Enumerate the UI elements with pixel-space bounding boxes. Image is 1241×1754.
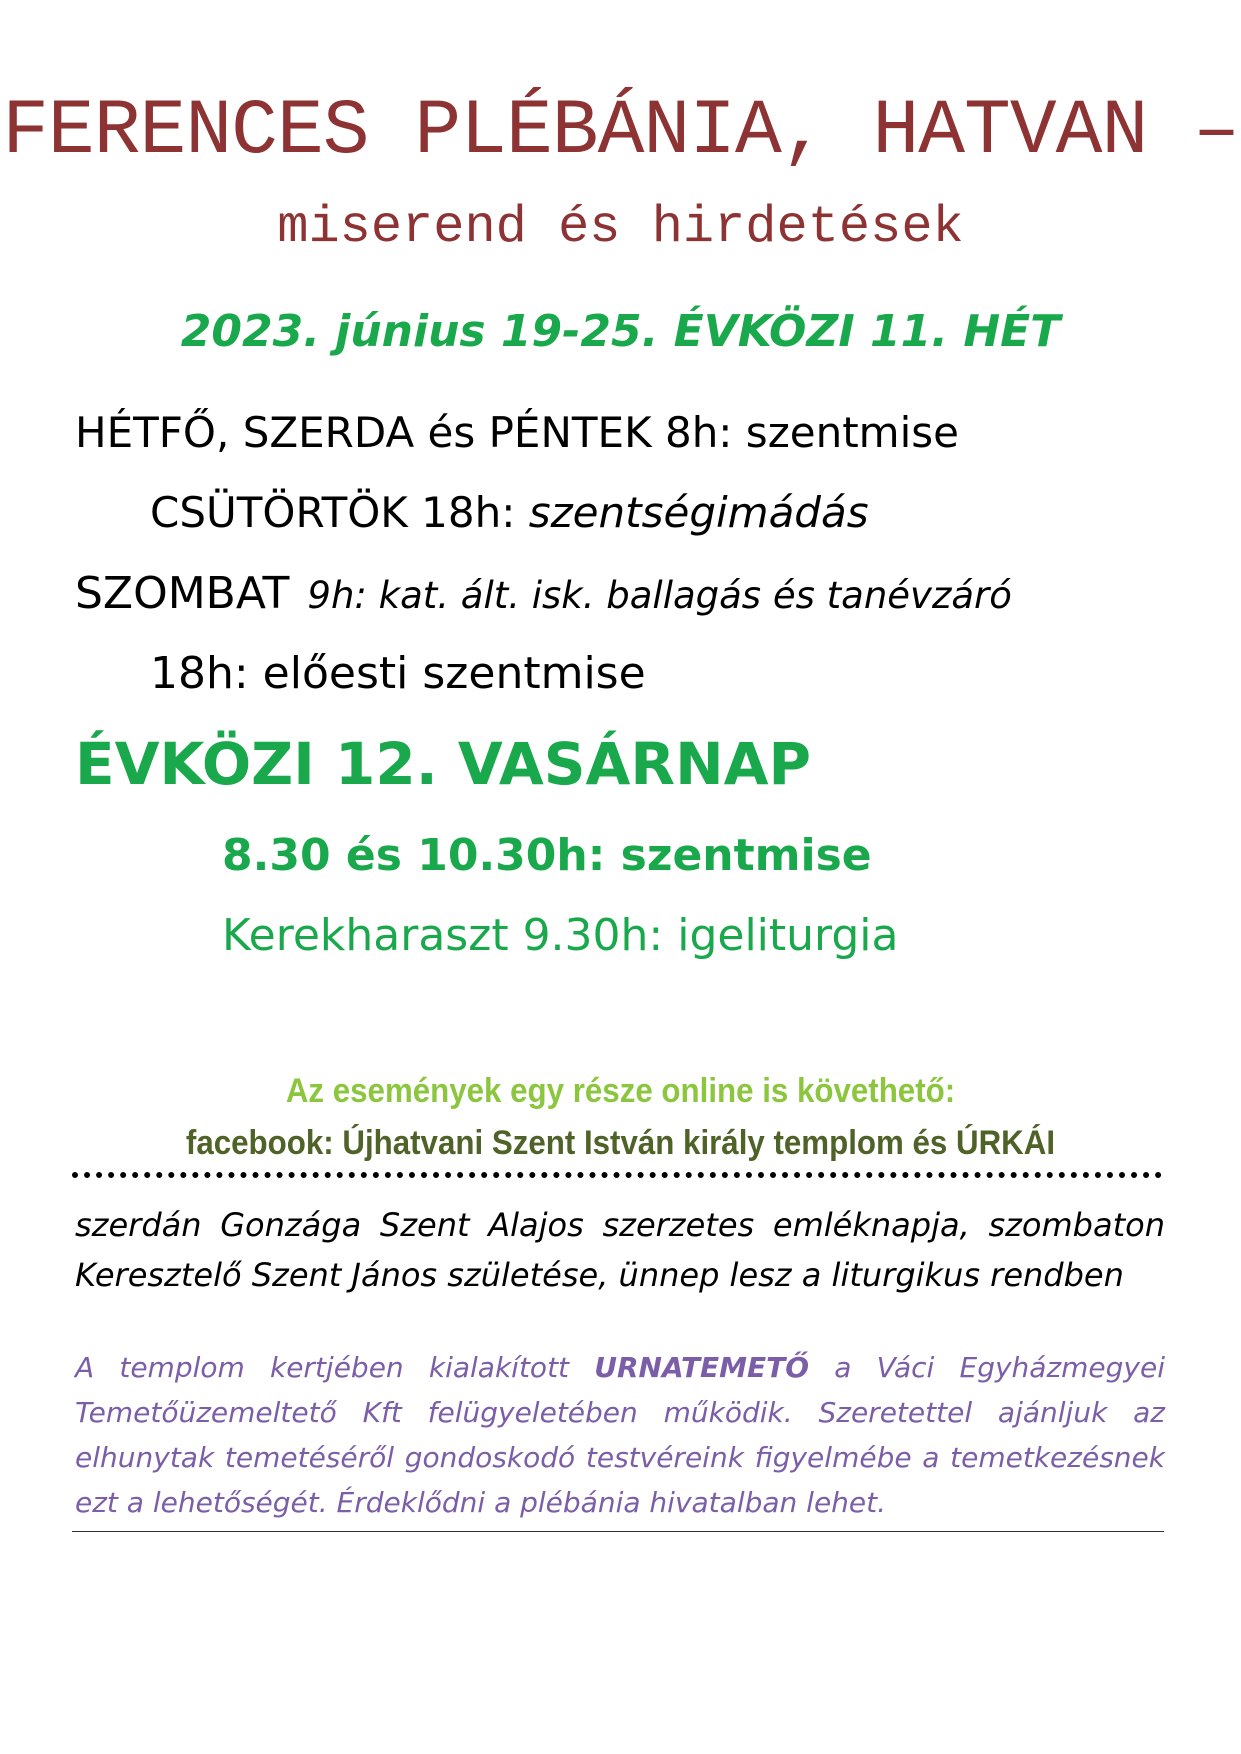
- thursday-label: CSÜTÖRTÖK 18h:: [150, 488, 529, 537]
- urn-note-part2: a Váci Egyházmegyei Temetőüzemeltető Kft felügyeletében működik. Szeretettel ajánljuk az elhunytak temetéséről gondoskodó testvéreink figyelmébe a temetkezésnek ezt a lehetőségét. Érdeklődni a plébánia hivatalban lehet.: [75, 1351, 1165, 1519]
- dotted-divider: [72, 1172, 1162, 1178]
- feast-note: szerdán Gonzága Szent Alajos szerzetes emléknapja, szombaton Keresztelő Szent János születése, ünnep lesz a liturgikus rendben: [75, 1206, 1165, 1294]
- parish-title: FERENCES PLÉBÁNIA, HATVAN –: [2, 88, 1239, 176]
- thursday-line: [150, 488, 869, 537]
- urn-cemetery-note: [75, 1345, 1165, 1525]
- kerekharaszt-line: Kerekharaszt 9.30h: igeliturgia: [222, 910, 899, 961]
- week-heading: 2023. június 19-25. ÉVKÖZI 11. HÉT: [180, 306, 1061, 357]
- weekday-mass-line: HÉTFŐ, SZERDA és PÉNTEK 8h: szentmise: [75, 408, 959, 457]
- saturday-line: [75, 568, 1012, 619]
- urn-note-part1: A templom kertjében kialakított: [75, 1351, 595, 1384]
- saturday-event: 9h: kat. ált. isk. ballagás és tanévzáró: [307, 574, 1012, 617]
- parish-subtitle: miserend és hirdetések: [277, 198, 964, 257]
- online-note: Az események egy része online is követhető:: [285, 1072, 956, 1110]
- saturday-label: SZOMBAT: [75, 568, 290, 619]
- sunday-heading: ÉVKÖZI 12. VASÁRNAP: [75, 730, 812, 798]
- facebook-note: facebook: Újhatvani Szent István király templom és ÚRKÁI: [185, 1124, 1056, 1162]
- bottom-divider: [72, 1531, 1164, 1532]
- saturday-evening-line: 18h: előesti szentmise: [150, 648, 646, 699]
- urn-note-highlight: URNATEMETŐ: [594, 1351, 810, 1384]
- sunday-mass-line: 8.30 és 10.30h: szentmise: [222, 830, 872, 881]
- thursday-event: szentségimádás: [528, 488, 869, 537]
